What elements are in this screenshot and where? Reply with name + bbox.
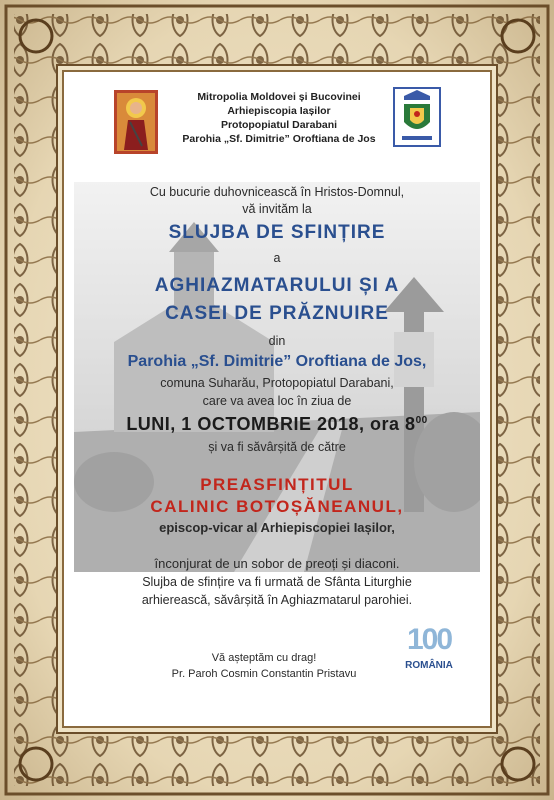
header-line3: Protopopiatul Darabani (220, 119, 338, 131)
logo-country: ROMÂNIA (405, 660, 453, 671)
header-line1: Mitropolia Moldovei și Bucovinei (197, 91, 361, 103)
location-din: din (268, 334, 286, 348)
event-date-minutes: 00 (415, 415, 428, 426)
closing-line2: Slujba de sfințire va fi urmată de Sfânta Liturghie (142, 575, 412, 589)
signature-line2: Pr. Paroh Cosmin Constantin Pristavu (171, 668, 357, 680)
signature-line1: Vă așteptăm cu drag! (211, 652, 317, 664)
intro-line2: vă invităm la (242, 202, 312, 216)
officiant-intro: și va fi săvârșită de către (208, 440, 346, 454)
location-commune: comuna Suharău, Protopopiatul Darabani, (160, 376, 394, 390)
romania-100-logo (394, 624, 464, 684)
location-parish: Parohia „Sf. Dimitrie” Oroftiana de Jos, (127, 353, 427, 370)
signature-block (134, 652, 394, 680)
officiant-line1: PREASFINȚITUL (200, 475, 354, 494)
archdiocese-crest-icon (392, 86, 442, 148)
closing-line1: înconjurat de un sobor de preoți și diaconi. (154, 556, 400, 571)
saint-dimitrie-icon (114, 90, 158, 154)
event-date-text: LUNI, 1 OCTOMBRIE 2018, ora 8 (126, 414, 416, 434)
title-line2: AGHIAZMATARULUI ȘI A (154, 275, 400, 296)
header-line4: Parohia „Sf. Dimitrie” Oroftiana de Jos (182, 133, 376, 145)
closing-line3: arhierească, săvârșită în Aghiazmatarul parohiei. (141, 593, 413, 607)
title-line3: CASEI DE PRĂZNUIRE (165, 303, 389, 324)
title-line1: SLUJBA DE SFINȚIRE (168, 222, 386, 243)
officiant-line2: CALINIC BOTOȘĂNEANUL, (150, 497, 404, 516)
logo-number: 100 (406, 623, 452, 656)
content (64, 72, 490, 726)
header-line2: Arhiepiscopia Iașilor (227, 105, 331, 117)
header-block (174, 90, 384, 146)
location-date-intro: care va avea loc în ziua de (202, 394, 352, 408)
officiant-role: episcop-vicar al Arhiepiscopiei Iașilor, (159, 520, 395, 535)
intro-line1: Cu bucurie duhovnicească în Hristos-Domnul, (149, 185, 405, 199)
event-date (64, 414, 490, 435)
title-connector: a (273, 251, 281, 265)
